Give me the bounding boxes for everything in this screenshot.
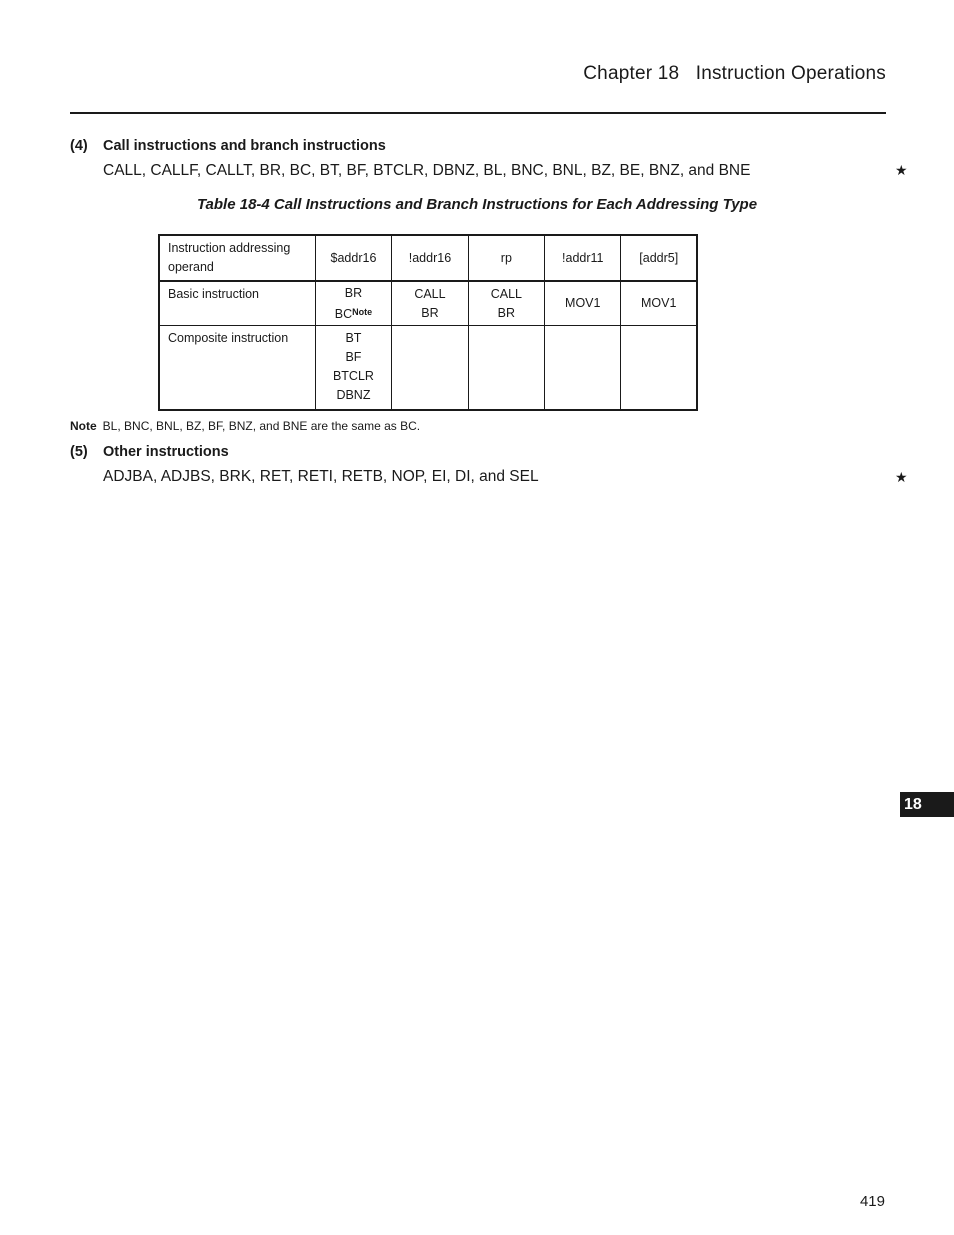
cell-line: BTCLR bbox=[332, 369, 374, 383]
header-col-addr16-rel: $addr16 bbox=[315, 235, 392, 281]
cell-line bbox=[316, 303, 392, 324]
cell-basic-addr11: MOV1 bbox=[545, 281, 621, 326]
section-4-title: Call instructions and branch instructions bbox=[103, 138, 386, 154]
cell-basic-rp bbox=[468, 281, 544, 326]
cell-line: CALL bbox=[490, 286, 522, 301]
cell-line: CALL bbox=[414, 286, 446, 301]
page-number: 419 bbox=[859, 1193, 885, 1210]
cell-line: BR bbox=[421, 305, 439, 320]
cell-line: BT bbox=[345, 331, 362, 345]
section-5-heading bbox=[70, 444, 229, 460]
row-label-composite: Composite instruction bbox=[159, 326, 315, 411]
header-col-addr16-abs: !addr16 bbox=[392, 235, 468, 281]
cell-composite-empty bbox=[392, 326, 468, 411]
table-note bbox=[70, 419, 420, 433]
note-label: Note bbox=[70, 419, 97, 433]
cell-basic-addr5: MOV1 bbox=[621, 281, 697, 326]
section-5-title: Other instructions bbox=[103, 444, 229, 460]
header-col-rp: rp bbox=[468, 235, 544, 281]
page-header bbox=[583, 63, 886, 85]
cell-basic-addr16-abs bbox=[392, 281, 468, 326]
section-4-number: (4) bbox=[70, 138, 88, 154]
table-header-row bbox=[159, 235, 697, 281]
chapter-title: Instruction Operations bbox=[695, 63, 886, 84]
row-label-basic: Basic instruction bbox=[159, 281, 315, 326]
addressing-table bbox=[158, 234, 698, 411]
section-4-heading bbox=[70, 138, 386, 154]
chapter-label: Chapter 18 bbox=[583, 63, 680, 84]
header-col-addr11: !addr11 bbox=[545, 235, 621, 281]
header-label-cell: Instruction addressing operand bbox=[159, 235, 315, 281]
section-5-body: ADJBA, ADJBS, BRK, RET, RETI, RETB, NOP, EI, DI, and SEL bbox=[103, 468, 539, 485]
chapter-tab: 18 bbox=[900, 792, 954, 817]
cell-basic-addr16-rel bbox=[315, 281, 392, 326]
note-superscript: Note bbox=[352, 306, 373, 317]
cell-line: BF bbox=[345, 350, 362, 364]
cell-composite-addr16-rel bbox=[315, 326, 392, 411]
cell-composite-empty bbox=[621, 326, 697, 411]
cell-composite-empty bbox=[468, 326, 544, 411]
cell-line: BR bbox=[497, 305, 516, 320]
note-text: BL, BNC, BNL, BZ, BF, BNZ, and BNE are the same as BC. bbox=[102, 419, 421, 433]
revision-star-icon: ★ bbox=[895, 469, 908, 485]
table-caption: Table 18-4 Call Instructions and Branch Instructions for Each Addressing Type bbox=[196, 196, 758, 213]
cell-line: DBNZ bbox=[336, 388, 371, 402]
header-col-addr5: [addr5] bbox=[621, 235, 697, 281]
table-row-basic bbox=[159, 281, 697, 326]
section-5-number: (5) bbox=[70, 444, 88, 460]
revision-star-icon: ★ bbox=[895, 162, 908, 178]
section-4-body: CALL, CALLF, CALLT, BR, BC, BT, BF, BTCLR, DBNZ, BL, BNC, BNL, BZ, BE, BNZ, and BNE bbox=[103, 162, 751, 179]
cell-text: BC bbox=[334, 306, 353, 321]
cell-line: BR bbox=[344, 285, 363, 300]
header-divider bbox=[70, 112, 886, 114]
cell-composite-empty bbox=[545, 326, 621, 411]
table-row-composite bbox=[159, 326, 697, 411]
